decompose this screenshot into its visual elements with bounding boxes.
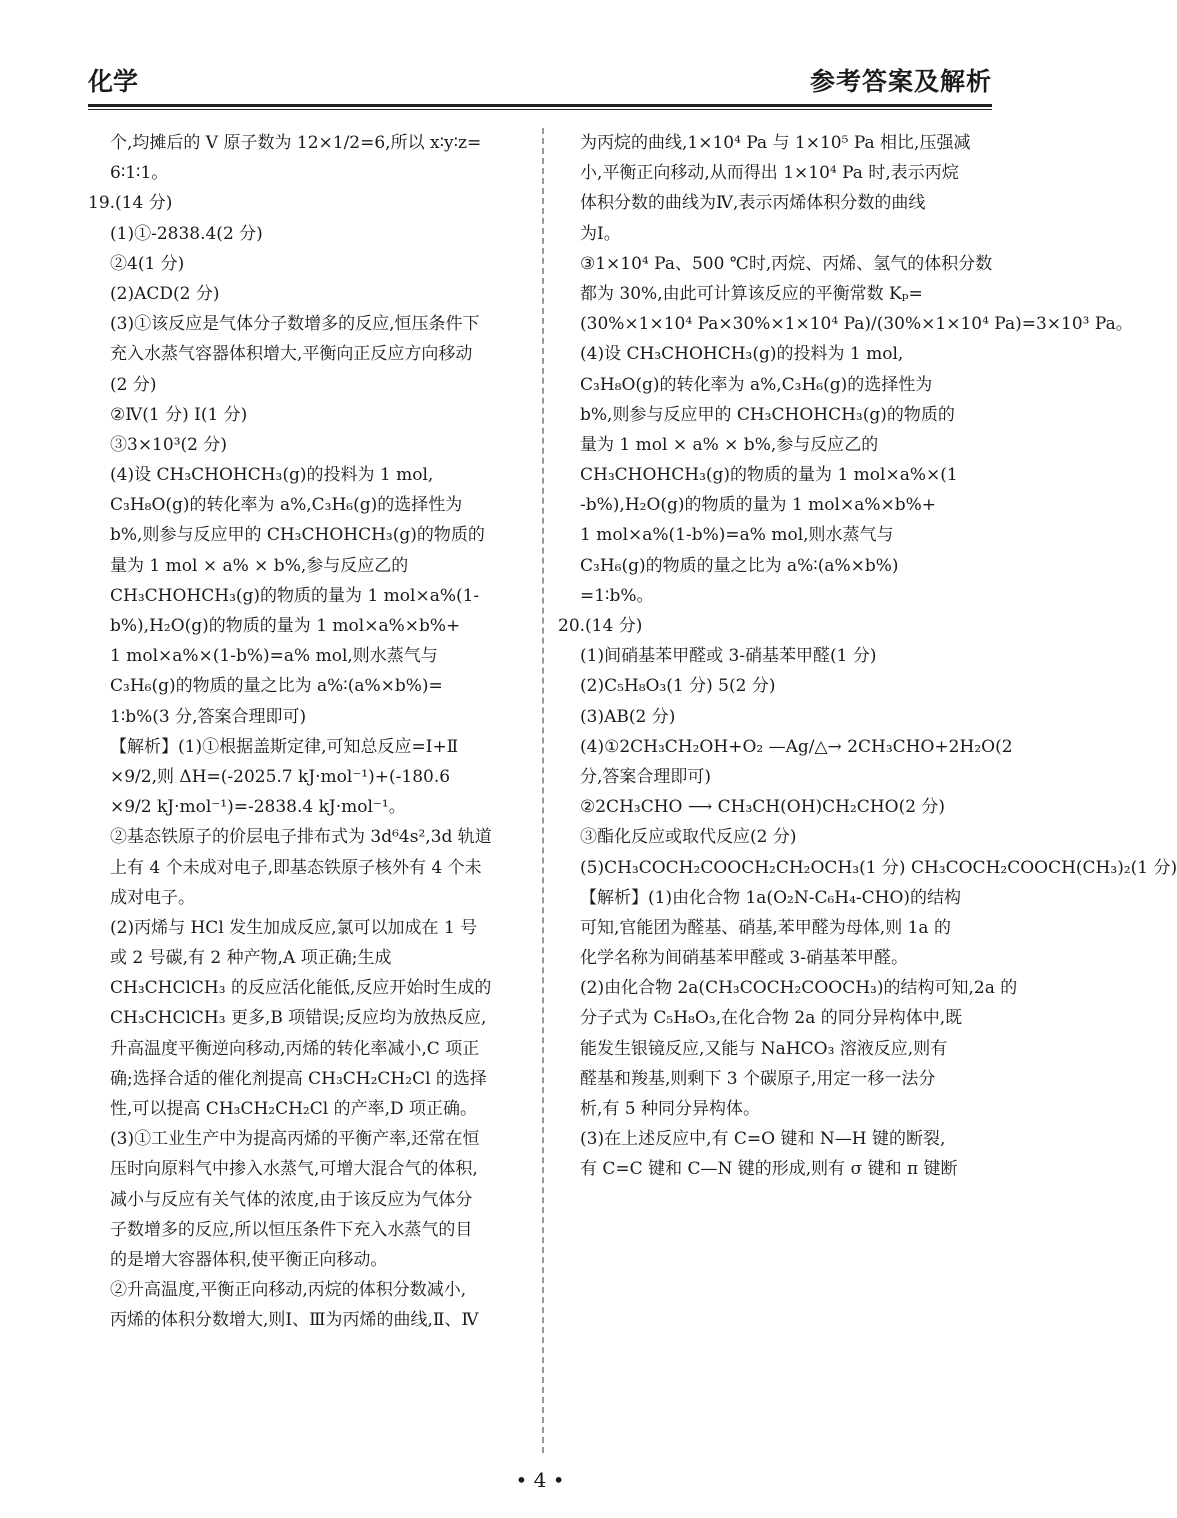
right-column [558, 128, 1177, 1185]
text-line: 或 2 号碳,有 2 种产物,A 项正确;生成 [110, 948, 392, 969]
text-line: 6∶1∶1。 [110, 163, 169, 184]
text-line: 丙烯的体积分数增大,则Ⅰ、Ⅲ为丙烯的曲线,Ⅱ、Ⅳ [110, 1310, 479, 1331]
text-line: 分子式为 C₅H₈O₃,在化合物 2a 的同分异构体中,既 [580, 1008, 963, 1029]
text-line: (3)在上述反应中,有 C=O 键和 N—H 键的断裂, [580, 1129, 946, 1150]
text-line: ②升高温度,平衡正向移动,丙烷的体积分数减小, [110, 1280, 467, 1301]
text-line: 充入水蒸气容器体积增大,平衡向正反应方向移动 [110, 344, 473, 365]
text-line: 为Ⅰ。 [580, 223, 621, 244]
text-line: 有 C=C 键和 C—N 键的形成,则有 σ 键和 π 键断 [580, 1159, 958, 1180]
page-number: • 4 • [515, 1468, 565, 1492]
column-divider [542, 128, 544, 1453]
text-line: 成对电子。 [110, 887, 195, 908]
text-line: 化学名称为间硝基苯甲醛或 3-硝基苯甲醛。 [580, 948, 908, 969]
text-line: 升高温度平衡逆向移动,丙烯的转化率减小,C 项正 [110, 1038, 480, 1059]
text-line: (3)AB(2 分) [580, 706, 676, 727]
page-header [88, 62, 992, 104]
text-line: 醛基和羧基,则剩下 3 个碳原子,用定一移一法分 [580, 1068, 936, 1089]
text-line: (2)ACD(2 分) [110, 283, 220, 304]
text-line: -b%),H₂O(g)的物质的量为 1 mol×a%×b%+ [580, 495, 937, 516]
text-line: 为丙烷的曲线,1×10⁴ Pa 与 1×10⁵ Pa 相比,压强减 [580, 133, 971, 153]
reaction-equation: (4)①2CH₃CH₂OH+O₂ —Ag/△→ 2CH₃CHO+2H₂O(2 [580, 736, 1013, 757]
text-line: (1)①-2838.4(2 分) [110, 223, 263, 244]
text-line: (2)丙烯与 HCl 发生加成反应,氯可以加成在 1 号 [110, 917, 478, 938]
text-line: 1 mol×a%(1-b%)=a% mol,则水蒸气与 [580, 525, 894, 546]
text-line: 压时向原料气中掺入水蒸气,可增大混合气的体积, [110, 1159, 478, 1180]
text-line: CH₃CHOHCH₃(g)的物质的量为 1 mol×a%(1- [110, 585, 480, 606]
text-line: 确;选择合适的催化剂提高 CH₃CH₂CH₂Cl 的选择 [110, 1068, 487, 1089]
text-line: 量为 1 mol × a% × b%,参与反应乙的 [110, 555, 409, 576]
text-line: 1∶b%(3 分,答案合理即可) [110, 706, 307, 727]
text-line: (3)①该反应是气体分子数增多的反应,恒压条件下 [110, 314, 480, 335]
header-rule-thin [88, 109, 992, 110]
text-line: CH₃CHOHCH₃(g)的物质的量为 1 mol×a%×(1 [580, 465, 958, 486]
text-line: ②4(1 分) [110, 253, 185, 274]
text-line: CH₃CHClCH₃ 更多,B 项错误;反应均为放热反应, [110, 1008, 487, 1029]
text-line: (4)设 CH₃CHOHCH₃(g)的投料为 1 mol, [110, 465, 434, 486]
equilibrium-formula: (30%×1×10⁴ Pa×30%×1×10⁴ Pa)/(30%×1×10⁴ Pa)=3×10³ Pa。 [580, 314, 1133, 335]
text-line: 析,有 5 种同分异构体。 [580, 1099, 761, 1119]
text-line: (2)C₅H₈O₃(1 分) 5(2 分) [580, 676, 776, 697]
subject-title: 化学 [88, 67, 139, 96]
text-line: 量为 1 mol × a% × b%,参与反应乙的 [580, 434, 879, 455]
text-line: 能发生银镜反应,又能与 NaHCO₃ 溶液反应,则有 [580, 1038, 948, 1059]
text-line: C₃H₆(g)的物质的量之比为 a%∶(a%×b%)= [110, 676, 443, 697]
analysis-line: 【解析】(1)①根据盖斯定律,可知总反应=Ⅰ+Ⅱ [110, 736, 459, 757]
text-line: 的是增大容器体积,使平衡正向移动。 [110, 1249, 388, 1270]
left-column [88, 128, 528, 1336]
text-line: 体积分数的曲线为Ⅳ,表示丙烯体积分数的曲线 [580, 193, 926, 214]
analysis-line: 【解析】(1)由化合物 1a(O₂N-C₆H₄-CHO)的结构 [580, 887, 962, 908]
text-line: C₃H₈O(g)的转化率为 a%,C₃H₆(g)的选择性为 [110, 495, 463, 516]
text-line: ③酯化反应或取代反应(2 分) [580, 827, 797, 848]
text-line: ×9/2,则 ΔH=(-2025.7 kJ·mol⁻¹)+(-180.6 [110, 766, 451, 787]
text-line: 性,可以提高 CH₃CH₂CH₂Cl 的产率,D 项正确。 [110, 1099, 478, 1119]
text-line: 子数增多的反应,所以恒压条件下充入水蒸气的目 [110, 1219, 473, 1240]
section-title: 参考答案及解析 [809, 67, 992, 96]
text-line: ②基态铁原子的价层电子排布式为 3d⁶4s²,3d 轨道 [110, 827, 492, 848]
text-line: 小,平衡正向移动,从而得出 1×10⁴ Pa 时,表示丙烷 [580, 163, 959, 184]
text-line: b%,则参与反应甲的 CH₃CHOHCH₃(g)的物质的 [580, 404, 955, 425]
text-line: 可知,官能团为醛基、硝基,苯甲醛为母体,则 1a 的 [580, 917, 951, 938]
text-line: =1∶b%。 [580, 585, 654, 606]
text-line: 减小与反应有关气体的浓度,由于该反应为气体分 [110, 1189, 473, 1210]
text-line: b%),H₂O(g)的物质的量为 1 mol×a%×b%+ [110, 616, 461, 636]
text-line: (4)设 CH₃CHOHCH₃(g)的投料为 1 mol, [580, 344, 904, 365]
text-line: 分,答案合理即可) [580, 766, 712, 787]
header-rule [88, 104, 992, 107]
question-number: 19.(14 分) [88, 193, 173, 214]
text-line: 1 mol×a%×(1-b%)=a% mol,则水蒸气与 [110, 646, 438, 667]
aldol-reaction: ②2CH₃CHO ⟶ CH₃CH(OH)CH₂CHO(2 分) [580, 797, 946, 818]
text-line: (1)间硝基苯甲醛或 3-硝基苯甲醛(1 分) [580, 646, 877, 667]
text-line: CH₃CHClCH₃ 的反应活化能低,反应开始时生成的 [110, 978, 492, 999]
text-line: ③1×10⁴ Pa、500 ℃时,丙烷、丙烯、氢气的体积分数 [580, 253, 993, 274]
text-line: (2)由化合物 2a(CH₃COCH₂COOCH₃)的结构可知,2a 的 [580, 978, 1018, 999]
text-line: ×9/2 kJ·mol⁻¹)=-2838.4 kJ·mol⁻¹。 [110, 797, 406, 818]
text-line: ②Ⅳ(1 分) Ⅰ(1 分) [110, 404, 248, 425]
text-line: 上有 4 个未成对电子,即基态铁原子核外有 4 个未 [110, 857, 482, 878]
text-line: C₃H₆(g)的物质的量之比为 a%∶(a%×b%) [580, 555, 899, 576]
text-line: b%,则参与反应甲的 CH₃CHOHCH₃(g)的物质的 [110, 525, 485, 546]
text-line: C₃H₈O(g)的转化率为 a%,C₃H₆(g)的选择性为 [580, 374, 933, 395]
text-line: 都为 30%,由此可计算该反应的平衡常数 Kₚ= [580, 283, 923, 304]
text-line: (2 分) [110, 374, 157, 395]
structure-answers: (5)CH₃COCH₂COOCH₂CH₂OCH₃(1 分) CH₃COCH₂COOCH(CH₃)₂(1 分) [580, 857, 1177, 878]
question-number: 20.(14 分) [558, 616, 643, 636]
text-line: ③3×10³(2 分) [110, 434, 227, 455]
text-line: 个,均摊后的 V 原子数为 12×1/2=6,所以 x∶y∶z= [110, 133, 482, 153]
text-line: (3)①工业生产中为提高丙烯的平衡产率,还常在恒 [110, 1129, 480, 1150]
